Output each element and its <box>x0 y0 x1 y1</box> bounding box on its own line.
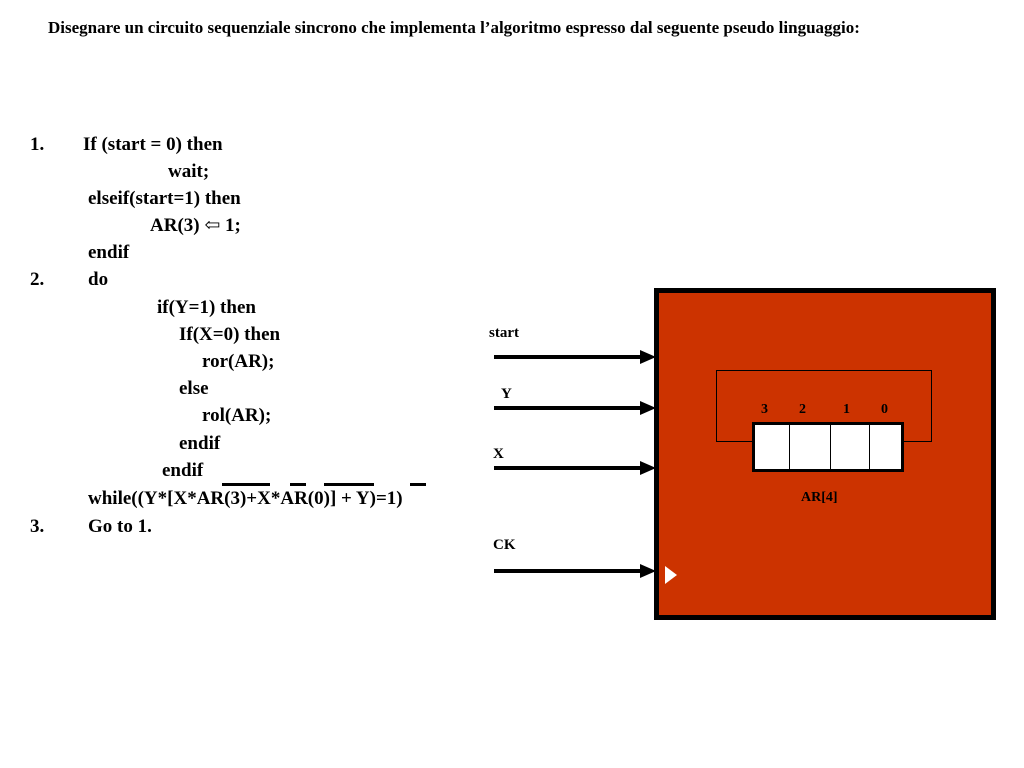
code-line-ror: ror(AR); <box>202 351 275 372</box>
register-cell-1 <box>831 425 870 469</box>
y-input-arrow <box>494 399 660 417</box>
line-number-2: 2. <box>30 269 45 290</box>
x-input-arrow <box>494 459 660 477</box>
input-label-y: Y <box>501 386 512 402</box>
code-line-if-x: If(X=0) then <box>179 324 281 345</box>
code-line-goto: Go to 1. <box>88 516 152 537</box>
overline-y <box>410 483 426 486</box>
overline-ar0 <box>324 483 374 486</box>
code-line-wait: wait; <box>168 161 210 182</box>
code-line-rol: rol(AR); <box>202 405 272 426</box>
overline-ar3 <box>222 483 270 486</box>
register-name: AR[4] <box>801 490 838 505</box>
register-cell-3 <box>755 425 790 469</box>
code-line-elseif: elseif(start=1) then <box>88 188 241 209</box>
line-number-1: 1. <box>30 134 45 155</box>
register-cell-0 <box>870 425 901 469</box>
line-number-3: 3. <box>30 516 45 537</box>
bit-label-2: 2 <box>799 402 806 417</box>
code-line-endif-1: endif <box>88 242 130 263</box>
overline-x <box>290 483 306 486</box>
code-line-if-start: If (start = 0) then <box>83 134 223 155</box>
bit-label-0: 0 <box>881 402 888 417</box>
input-label-ck: CK <box>493 537 516 553</box>
input-label-x: X <box>493 446 504 462</box>
bit-label-3: 3 <box>761 402 768 417</box>
code-line-ar3-assign: AR(3) ⇦ 1; <box>150 215 241 236</box>
code-line-endif-2: endif <box>179 433 221 454</box>
register-ar <box>752 422 904 472</box>
bit-label-1: 1 <box>843 402 850 417</box>
input-label-start: start <box>489 325 519 341</box>
register-cell-2 <box>790 425 831 469</box>
code-line-do: do <box>88 269 109 290</box>
code-line-if-y: if(Y=1) then <box>157 297 256 318</box>
clock-triangle-icon <box>663 563 681 587</box>
start-input-arrow <box>494 348 660 366</box>
problem-statement: Disegnare un circuito sequenziale sincrono che implementa l’algoritmo espresso dal seguente pseudo linguaggio: <box>48 18 860 37</box>
ck-input-arrow <box>494 562 660 580</box>
code-line-endif-3: endif <box>162 460 204 481</box>
circuit-block <box>654 288 996 620</box>
code-line-while: while((Y*[X*AR(3)+X*AR(0)] + Y)=1) <box>88 488 403 509</box>
code-line-else: else <box>179 378 209 399</box>
